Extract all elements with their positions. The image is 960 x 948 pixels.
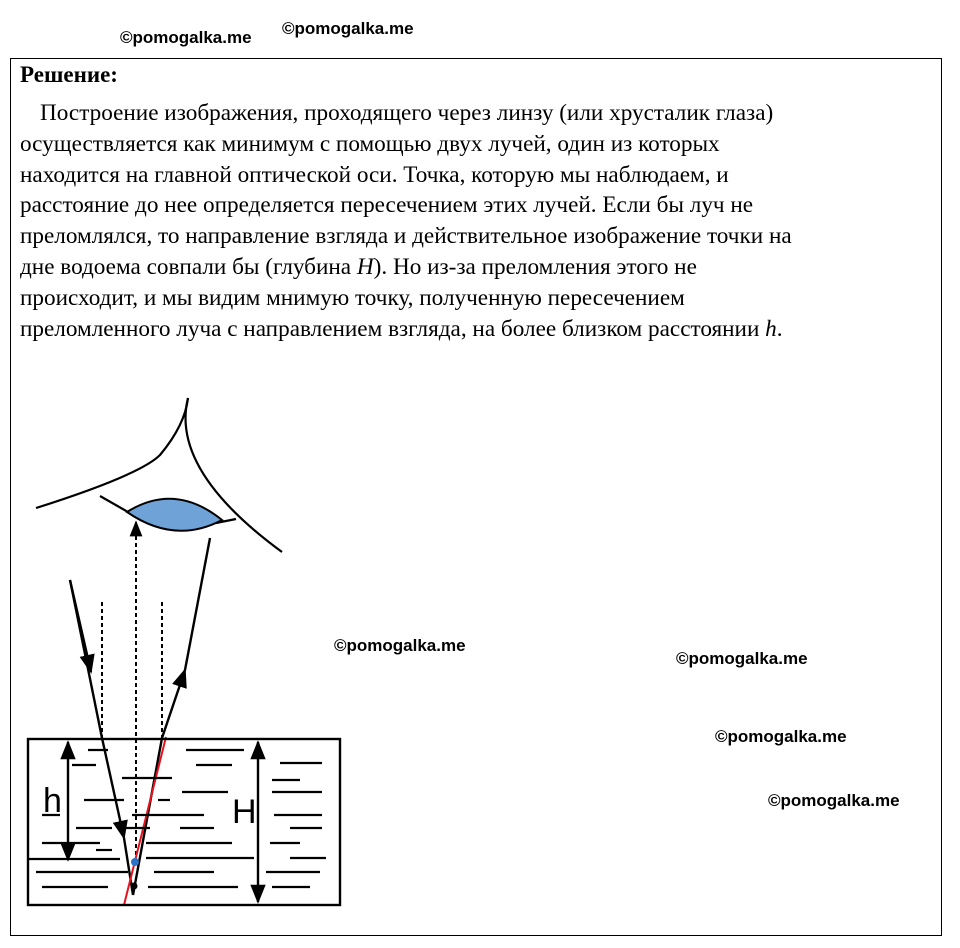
dashed-guides bbox=[102, 522, 162, 862]
label-H: H bbox=[232, 793, 257, 831]
eye-upper-lid bbox=[36, 398, 188, 508]
text-line: находится на главной оптической оси. Точка, которую мы наблюдаем, и bbox=[20, 161, 729, 188]
text-line: дне водоема совпали бы (глубина H). Но из-за преломления этого не bbox=[20, 253, 697, 280]
text-line: происходит, и мы видим мнимую точку, полученную пересечением bbox=[20, 284, 685, 311]
text-line: расстояние до нее определяется пересечением этих лучей. Если бы луч не bbox=[20, 192, 754, 219]
watermark-right-1: ©pomogalka.me bbox=[676, 649, 808, 668]
eye-drawing bbox=[36, 398, 282, 552]
watermark-right-2: ©pomogalka.me bbox=[715, 727, 847, 746]
watermark-right-3: ©pomogalka.me bbox=[768, 791, 900, 810]
text-line: преломленного луча с направлением взгляда, на более близком расстоянии h. bbox=[20, 315, 783, 342]
real-point bbox=[131, 883, 138, 890]
refracted-ray-red bbox=[124, 737, 166, 905]
solution-heading: Решение: bbox=[20, 62, 118, 87]
text-line: Построение изображения, проходящего через линзу (или хрусталик глаза) bbox=[40, 100, 774, 126]
water-hatching bbox=[28, 750, 326, 887]
watermark-top-center: ©pomogalka.me bbox=[282, 19, 414, 38]
label-h: h bbox=[43, 782, 62, 820]
incident-ray bbox=[70, 580, 102, 738]
watermark-middle: ©pomogalka.me bbox=[334, 636, 466, 655]
text-line: преломлялся, то направление взгляда и действительное изображение точки на bbox=[20, 223, 792, 250]
depth-variable-H: H bbox=[356, 253, 374, 280]
exit-ray-top bbox=[185, 538, 210, 670]
exit-ray bbox=[162, 670, 185, 738]
text-line: осуществляется как минимум с помощью двух лучей, один из которых bbox=[20, 130, 720, 157]
depth-variable-h: h bbox=[765, 315, 777, 342]
ray-in-water bbox=[102, 738, 124, 838]
watermark-top-left: ©pomogalka.me bbox=[120, 28, 252, 47]
eye-lower-line bbox=[100, 496, 128, 512]
lens-icon bbox=[127, 499, 222, 531]
virtual-point bbox=[131, 858, 139, 866]
